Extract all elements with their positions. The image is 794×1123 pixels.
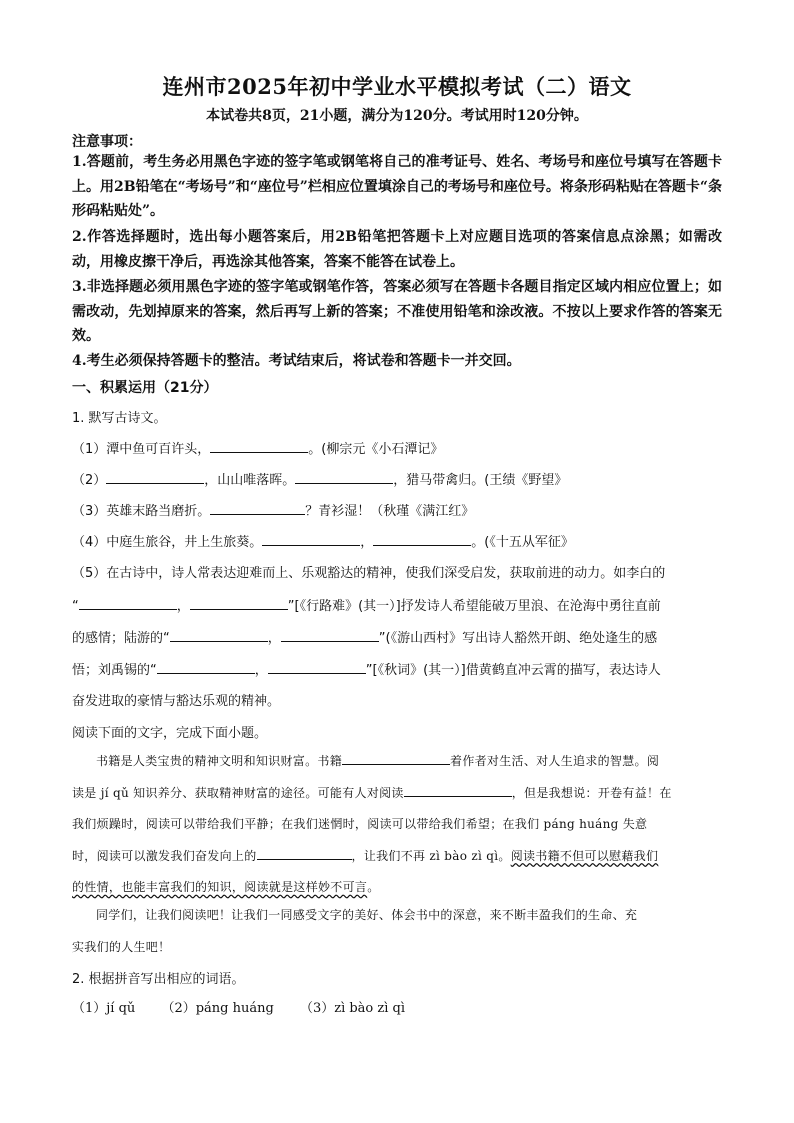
q1-1: [72, 438, 722, 457]
q1-4-text-b: ，: [360, 535, 374, 550]
q1-3: [72, 500, 722, 519]
q2-options: [72, 997, 427, 1016]
answer-blank[interactable]: [295, 469, 393, 484]
passage-text: ，让我们不再 zì bào zì qì。: [351, 848, 511, 863]
wavy-underlined-sentence: 阅读书籍不但可以慰藉我们: [510, 848, 659, 863]
notice-item-2: 2.作答选择题时，选出每小题答案后，用2B铅笔把答题卡上对应题目选项的答案信息点涂黑；如需改动，用橡皮擦干净后，再选涂其他答案，答案不能答在试卷上。: [72, 229, 722, 270]
passage-text: 同学们，让我们阅读吧！让我们一同感受文字的美好、体会书中的深意，来不断丰盈我们的生命、充: [96, 908, 638, 922]
q1-4: [72, 531, 722, 550]
q1-5-text-j: ”[《秋词》(其一）]借黄鹤直冲云霄的描写，表达诗人: [365, 663, 661, 678]
q1-5-text-b: “: [72, 599, 79, 614]
wavy-underlined-sentence: 的性情，也能丰富我们的知识，阅读就是这样妙不可言: [72, 880, 368, 894]
exam-subtitle: 本试卷共8页，21小题，满分为120分。考试用时120分钟。: [206, 108, 588, 124]
reading-passage-1: [72, 746, 722, 904]
q2-option-3: （3）zì bào zì qì: [299, 1001, 406, 1016]
answer-blank[interactable]: [342, 750, 450, 765]
passage-text: ，但是我想说：开卷有益！在: [511, 785, 672, 800]
q1-5-text-i: ，: [254, 663, 268, 678]
passage-text: 时，阅读可以激发我们奋发向上的: [72, 848, 257, 863]
q1-2: [72, 469, 722, 488]
exam-title: 连州市2025年初中学业水平模拟考试（二）语文: [162, 74, 632, 99]
passage-text: 书籍是人类宝贵的精神文明和知识财富。书籍: [96, 754, 343, 768]
section-heading: 一、积累运用（21分）: [72, 380, 218, 396]
notice-item-4: 4.考生必须保持答题卡的整洁。考试结束后，将试卷和答题卡一并交回。: [72, 353, 521, 369]
q1-3-text-b: ？青衫湿！（秋瑾《满江红》: [305, 504, 475, 519]
q1-5-text-c: ，: [176, 599, 190, 614]
passage-text: 实我们的人生吧！: [72, 939, 171, 954]
answer-blank[interactable]: [106, 469, 204, 484]
q1-2-text-a: （2）: [72, 473, 107, 488]
q1-5-line-1: （5）在古诗中，诗人常表达迎难而上、乐观豁达的精神，使我们深受启发，获取前进的动力。如李白的: [72, 566, 666, 581]
answer-blank[interactable]: [373, 531, 471, 546]
notes-heading: 注意事项：: [72, 134, 142, 150]
q1-4-text-a: （4）中庭生旅谷，井上生旅葵。: [72, 535, 263, 550]
answer-blank[interactable]: [210, 438, 308, 453]
passage-text: 读是 jí qǔ 知识养分、获取精神财富的途径。可能有人对阅读: [72, 785, 404, 800]
q1-4-text-c: 。(《十五从军征》: [471, 535, 574, 550]
q1-title: 1. 默写古诗文。: [72, 411, 167, 426]
answer-blank[interactable]: [262, 531, 360, 546]
answer-blank[interactable]: [190, 595, 288, 610]
q1-5-text-f: ，: [267, 631, 281, 646]
answer-blank[interactable]: [281, 627, 379, 642]
passage-text: 我们烦躁时，阅读可以带给我们平静；在我们迷惘时，阅读可以带给我们希望；在我们 páng huáng 失意: [72, 817, 648, 831]
q1-5-line-3: [72, 627, 722, 646]
q1-1-text-a: （1）潭中鱼可百许头，: [72, 442, 211, 457]
answer-blank[interactable]: [404, 782, 512, 797]
answer-blank[interactable]: [79, 595, 177, 610]
notice-item-1: 1.答题前，考生务必用黑色字迹的签字笔或钢笔将自己的准考证号、姓名、考场号和座位号填写在答题卡上。用2B铅笔在“考场号”和“座位号”栏相应位置填涂自己的考场号和座位号。将条形码粘贴在答题卡“条形码粘贴处”。: [72, 154, 722, 219]
q1-5-text-g: ”(《游山西村》写出诗人豁然开朗、绝处逢生的感: [378, 631, 658, 646]
q1-5-text-d: ”[《行路难》(其一）]抒发诗人希望能破万里浪、在沧海中勇往直前: [287, 599, 661, 614]
answer-blank[interactable]: [210, 500, 305, 515]
answer-blank[interactable]: [257, 845, 352, 860]
notice-item-3: 3.非选择题必须用黑色字迹的签字笔或钢笔作答，答案必须写在答题卡各题目指定区域内相应位置上；如需改动，先划掉原来的答案，然后再写上新的答案；不准使用铅笔和涂改液。不按以上要求作答的答案无效。: [72, 279, 722, 344]
q1-5-text-e: 的感情；陆游的“: [72, 631, 170, 646]
answer-blank[interactable]: [170, 627, 268, 642]
q1-5-line-2: [72, 595, 722, 614]
reading-passage-2: [72, 900, 722, 963]
answer-blank[interactable]: [157, 659, 255, 674]
answer-blank[interactable]: [268, 659, 366, 674]
passage-text: 。: [367, 880, 380, 894]
q1-5-line-5: 奋发进取的豪情与豁达乐观的精神。: [72, 694, 281, 709]
q1-2-text-c: ，猎马带禽归。(王绩《野望》: [393, 473, 568, 488]
q2-option-2: （2）páng huáng: [161, 1001, 274, 1016]
q1-5-text-h: 悟；刘禹锡的“: [72, 663, 157, 678]
q2-title: 2. 根据拼音写出相应的词语。: [72, 972, 245, 987]
q1-5-line-4: [72, 659, 722, 678]
q1-1-text-b: 。(柳宗元《小石潭记》: [308, 442, 444, 457]
reading-intro: 阅读下面的文字，完成下面小题。: [72, 726, 268, 741]
q1-2-text-b: ，山山唯落晖。: [204, 473, 296, 488]
passage-text: 着作者对生活、对人生追求的智慧。阅: [450, 754, 660, 768]
q1-3-text-a: （3）英雄末路当磨折。: [72, 504, 211, 519]
q2-option-1: （1）jí qǔ: [72, 1001, 136, 1016]
